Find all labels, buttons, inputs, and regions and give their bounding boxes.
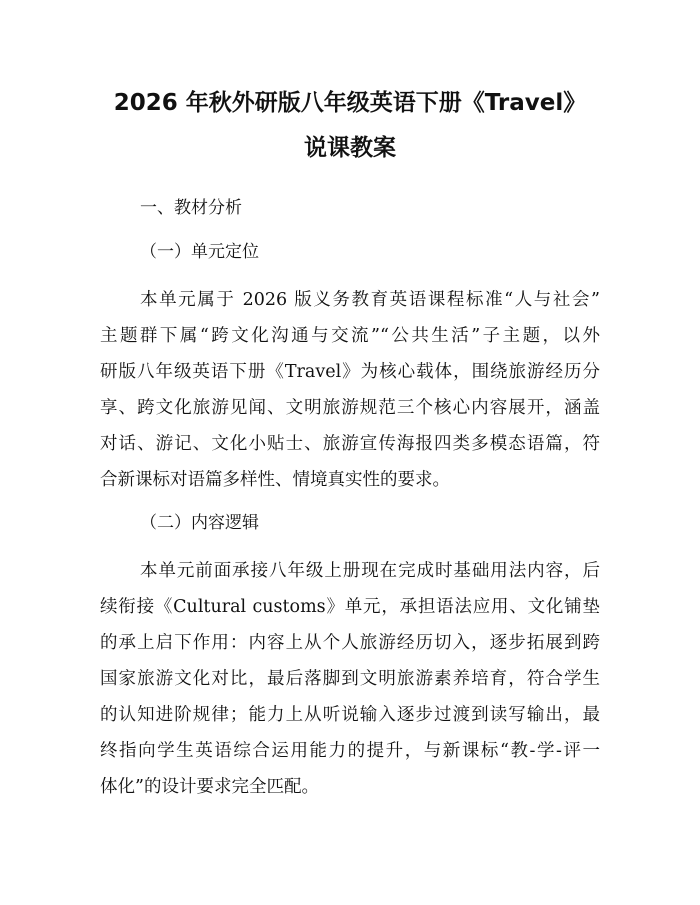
paragraph-line: 研版八年级英语下册《Travel》为核心载体，围绕旅游经历分 — [100, 362, 600, 382]
paragraph-line: 主题群下属“跨文化沟通与交流”“公共生活”子主题，以外 — [100, 326, 600, 346]
paragraph-unit-positioning — [100, 282, 600, 498]
document-title-line1: 2026 年秋外研版八年级英语下册《Travel》 — [113, 90, 587, 116]
paragraph-line: 的承上启下作用：内容上从个人旅游经历切入，逐步拓展到跨 — [100, 633, 600, 653]
paragraph-line: 本单元前面承接八年级上册现在完成时基础用法内容，后 — [140, 561, 600, 581]
paragraph-line: 体化”的设计要求完全匹配。 — [100, 777, 319, 797]
paragraph-line: 国家旅游文化对比，最后落脚到文明旅游素养培育，符合学生 — [100, 669, 600, 689]
paragraph-line: 享、跨文化旅游见闻、文明旅游规范三个核心内容展开，涵盖 — [100, 398, 600, 418]
subsection-heading-unit-positioning: （一）单元定位 — [140, 242, 259, 262]
subsection-heading-content-logic: （二）内容逻辑 — [140, 513, 259, 533]
document-title-line2: 说课教案 — [304, 135, 396, 161]
paragraph-line: 对话、游记、文化小贴士、旅游宣传海报四类多模态语篇，符 — [100, 434, 600, 454]
paragraph-line: 的认知进阶规律；能力上从听说输入逐步过渡到读写输出，最 — [100, 705, 600, 725]
paragraph-line: 终指向学生英语综合运用能力的提升，与新课标“教-学-评一 — [100, 741, 600, 761]
paragraph-line: 续衔接《Cultural customs》单元，承担语法应用、文化铺垫 — [100, 597, 600, 617]
paragraph-line: 本单元属于 2026 版义务教育英语课程标准“人与社会” — [140, 290, 600, 310]
section-heading-textbook-analysis: 一、教材分析 — [140, 198, 242, 218]
paragraph-content-logic — [100, 553, 600, 805]
paragraph-line: 合新课标对语篇多样性、情境真实性的要求。 — [100, 470, 450, 490]
